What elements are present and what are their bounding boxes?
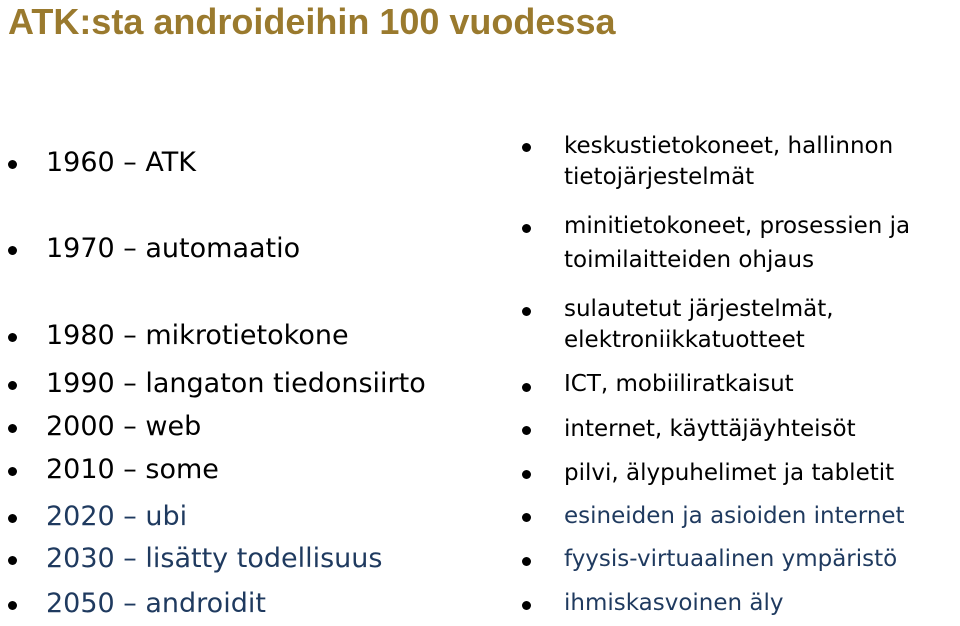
- bullet-icon: [522, 307, 531, 316]
- bullet-icon: [522, 601, 531, 610]
- bullet-icon: [8, 160, 17, 169]
- description-item-continuation: toimilaitteiden ohjaus: [564, 247, 815, 273]
- description-item: pilvi, älypuhelimet ja tabletit: [564, 460, 895, 486]
- timeline-item: 2030 – lisätty todellisuus: [46, 543, 383, 574]
- timeline-item: 1980 – mikrotietokone: [46, 320, 349, 351]
- timeline-item: 2050 – androidit: [46, 588, 266, 619]
- bullet-icon: [8, 381, 17, 390]
- description-item-continuation: elektroniikkatuotteet: [564, 327, 805, 353]
- bullet-icon: [8, 556, 17, 565]
- bullet-icon: [522, 557, 531, 566]
- timeline-item: 2020 – ubi: [46, 501, 188, 532]
- timeline-item: 2010 – some: [46, 454, 219, 485]
- description-item: esineiden ja asioiden internet: [564, 503, 905, 529]
- description-item: fyysis-virtuaalinen ympäristö: [564, 546, 898, 572]
- description-item: keskustietokoneet, hallinnon: [564, 133, 894, 159]
- bullet-icon: [522, 224, 531, 233]
- timeline-item: 2000 – web: [46, 411, 202, 442]
- description-item: minitietokoneet, prosessien ja: [564, 213, 911, 239]
- description-item: ihmiskasvoinen äly: [564, 590, 784, 616]
- slide-title: ATK:sta androideihin 100 vuodessa: [8, 1, 616, 42]
- bullet-icon: [8, 424, 17, 433]
- bullet-icon: [8, 467, 17, 476]
- bullet-icon: [522, 143, 531, 152]
- bullet-icon: [8, 514, 17, 523]
- description-item-continuation: tietojärjestelmät: [564, 164, 755, 190]
- bullet-icon: [522, 470, 531, 479]
- bullet-icon: [8, 333, 17, 342]
- bullet-icon: [522, 383, 531, 392]
- timeline-item: 1970 – automaatio: [46, 233, 301, 264]
- bullet-icon: [8, 246, 17, 255]
- bullet-icon: [522, 426, 531, 435]
- timeline-item: 1990 – langaton tiedonsiirto: [46, 368, 426, 399]
- description-item: sulautetut järjestelmät,: [564, 296, 834, 322]
- timeline-item: 1960 – ATK: [46, 147, 196, 178]
- description-item: internet, käyttäjäyhteisöt: [564, 416, 856, 442]
- description-item: ICT, mobiiliratkaisut: [564, 371, 794, 397]
- bullet-icon: [8, 601, 17, 610]
- bullet-icon: [522, 513, 531, 522]
